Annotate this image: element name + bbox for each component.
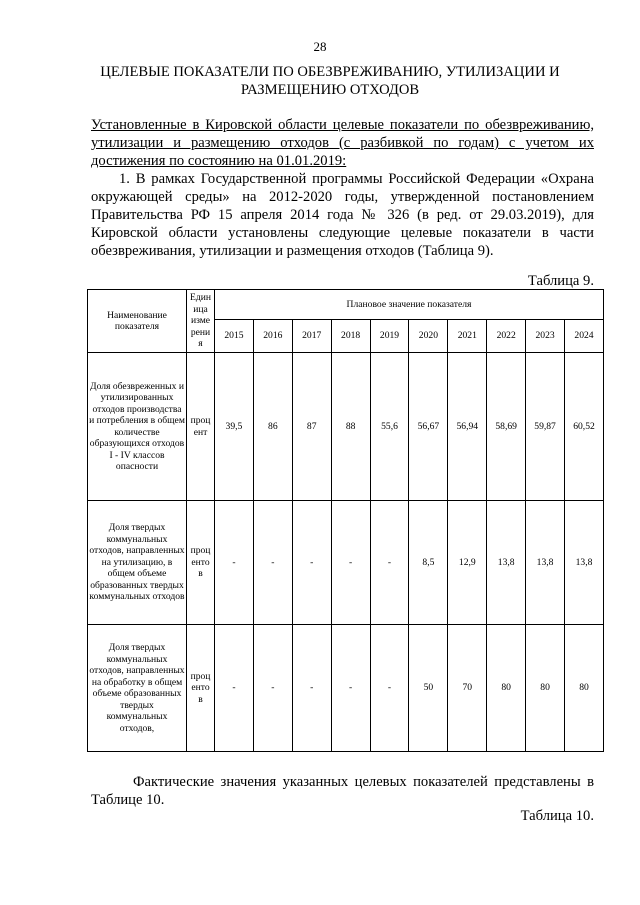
row-value: 80: [526, 625, 565, 752]
row-value: 13,8: [487, 501, 526, 625]
row-value: -: [215, 625, 254, 752]
header-name: Наименование показателя: [88, 290, 187, 353]
facts-paragraph-text: Фактические значения указанных целевых показателей представлены в Таблице 10.: [91, 774, 594, 808]
row-value: -: [292, 501, 331, 625]
row-value: 80: [487, 625, 526, 752]
item-paragraph: [91, 170, 594, 260]
header-year: 2020: [409, 320, 448, 353]
row-value: 13,8: [526, 501, 565, 625]
row-value: -: [253, 625, 292, 752]
table-row: [88, 353, 604, 501]
row-value: 60,52: [565, 353, 604, 501]
table-row: [88, 625, 604, 752]
row-value: -: [370, 501, 409, 625]
row-value: 80: [565, 625, 604, 752]
row-unit: проц енто в: [187, 625, 215, 752]
header-year: 2016: [253, 320, 292, 353]
facts-paragraph: [91, 773, 594, 809]
heading-line-1: ЦЕЛЕВЫЕ ПОКАЗАТЕЛИ ПО ОБЕЗВРЕЖИВАНИЮ, УТИЛИЗАЦИИ И: [100, 64, 560, 80]
row-value: 8,5: [409, 501, 448, 625]
header-year: 2022: [487, 320, 526, 353]
targets-table: [87, 289, 604, 752]
row-value: -: [292, 625, 331, 752]
row-value: 55,6: [370, 353, 409, 501]
header-planned: Плановое значение показателя: [215, 290, 604, 320]
row-value: -: [370, 625, 409, 752]
row-value: 59,87: [526, 353, 565, 501]
row-value: 13,8: [565, 501, 604, 625]
row-value: 12,9: [448, 501, 487, 625]
row-value: 86: [253, 353, 292, 501]
row-value: 50: [409, 625, 448, 752]
intro-paragraph: Установленные в Кировской области целевые показатели по обезвреживанию, утилизации и размещению отходов (с разбивкой по годам) с учетом их достижения по состоянию на 01.01.2019:: [91, 117, 594, 169]
row-value: 88: [331, 353, 370, 501]
header-year: 2015: [215, 320, 254, 353]
row-value: 87: [292, 353, 331, 501]
header-year: 2017: [292, 320, 331, 353]
table-9-caption: Таблица 9.: [527, 273, 594, 289]
item-paragraph-text: 1. В рамках Государственной программы Российской Федерации «Охрана окружающей среды» на 2012-2020 годы, утвержденной постановлением Правительства РФ 15 апреля 2014 года № 326 (в ред. от 29.03.2019), для Кировской области установлены следующие целевые показатели в части обезвреживания, утилизации и размещения отходов (Таблица 9).: [91, 171, 594, 259]
header-year: 2023: [526, 320, 565, 353]
row-value: -: [253, 501, 292, 625]
header-year: 2018: [331, 320, 370, 353]
row-value: 70: [448, 625, 487, 752]
row-value: 58,69: [487, 353, 526, 501]
row-value: 56,94: [448, 353, 487, 501]
table-row: [88, 501, 604, 625]
row-name: Доля обезвреженных и утилизированных отходов производства и потребления в общем количестве образующихся отходов I - IV классов опасности: [88, 353, 187, 501]
header-year: 2019: [370, 320, 409, 353]
row-value: 56,67: [409, 353, 448, 501]
section-heading: [60, 63, 600, 99]
header-year: 2021: [448, 320, 487, 353]
page-number: 28: [313, 39, 327, 54]
table-10-caption: Таблица 10.: [520, 808, 594, 824]
row-name: Доля твердых коммунальных отходов, направленных на обработку в общем объеме образованных твердых коммунальных отходов,: [88, 625, 187, 752]
row-value: -: [331, 625, 370, 752]
row-name: Доля твердых коммунальных отходов, направленных на утилизацию, в общем объеме образованных твердых коммунальных отходов: [88, 501, 187, 625]
row-value: 39,5: [215, 353, 254, 501]
row-unit: проц енто в: [187, 501, 215, 625]
heading-line-2: РАЗМЕЩЕНИЮ ОТХОДОВ: [240, 82, 420, 98]
row-value: -: [331, 501, 370, 625]
header-year: 2024: [565, 320, 604, 353]
row-unit: проц ент: [187, 353, 215, 501]
header-unit: Един ица изме рени я: [187, 290, 215, 353]
row-value: -: [215, 501, 254, 625]
